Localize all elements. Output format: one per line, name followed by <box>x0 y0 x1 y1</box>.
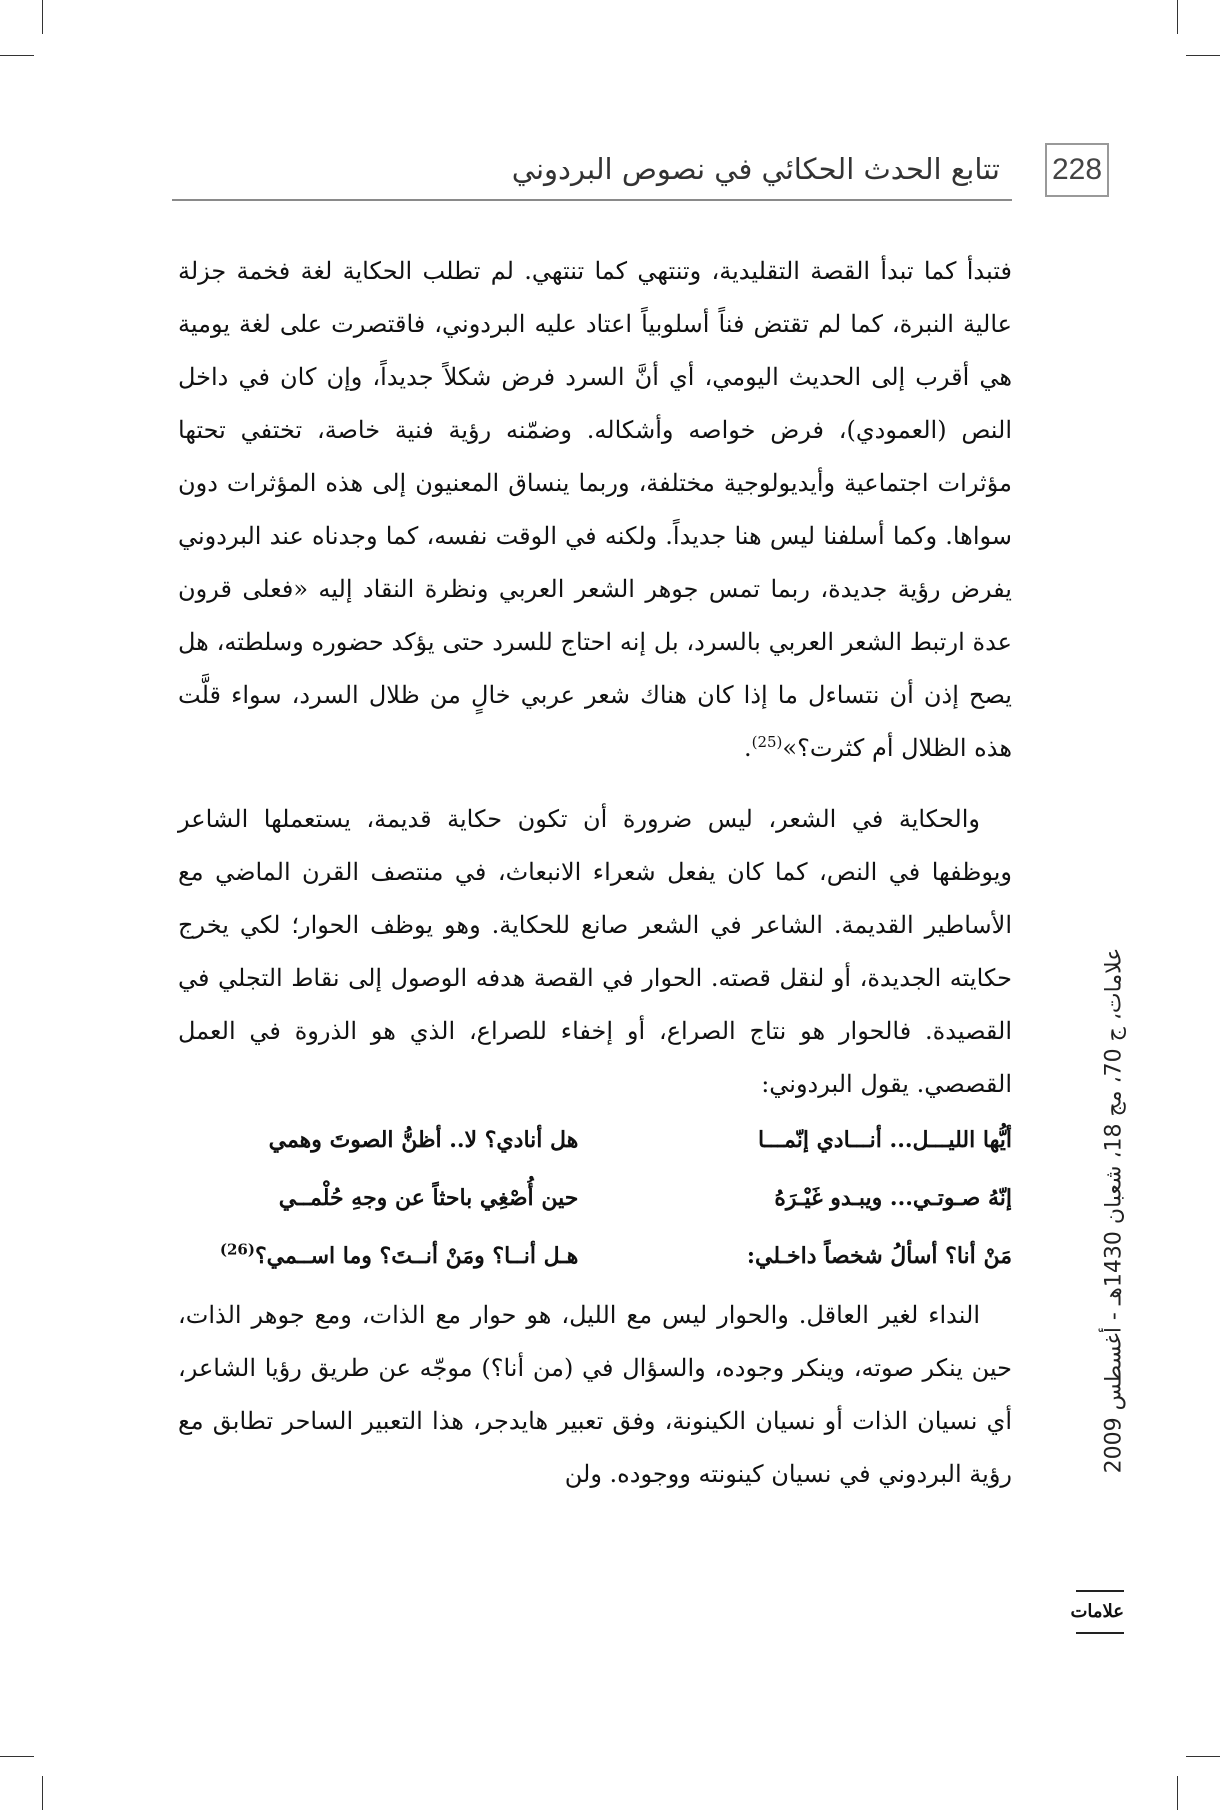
footnote-ref-26: (26) <box>219 1240 255 1259</box>
crop-mark <box>1186 1756 1220 1757</box>
journal-logo: علامات <box>1076 1590 1124 1634</box>
poem <box>178 1111 1012 1285</box>
verse-first-hemistich: إنّهُ صـوتـي... ويبـدو غَيْـرَهُ <box>774 1184 1012 1211</box>
crop-mark <box>0 55 34 56</box>
citation-text: علامات، ج 70، مج 18، شعبان 1430هـ - أغسطس 2009 <box>1101 947 1127 1473</box>
running-title: تتابع الحدث الحكائي في نصوص البردوني <box>511 152 1000 186</box>
article-body <box>178 245 1012 1501</box>
verse-first-hemistich: مَنْ أنا؟ أسألُ شخصاً داخـلي: <box>746 1242 1012 1269</box>
verse-second-hemistich: هل أنادي؟ لا.. أظنُّ الصوتَ وهمي <box>268 1126 579 1153</box>
poem-verse <box>178 1169 1012 1227</box>
footnote-ref-25: (25) <box>751 733 783 751</box>
crop-mark <box>42 0 43 34</box>
page-number: 228 <box>1045 143 1109 197</box>
poem-verse <box>178 1111 1012 1169</box>
crop-mark <box>1177 1776 1178 1810</box>
verse-second-hemistich: حين أُصْغِي باحثاً عن وجهِ حُلْمــي <box>278 1184 579 1211</box>
crop-mark <box>42 1776 43 1810</box>
paragraph-3: النداء لغير العاقل. والحوار ليس مع الليل، هو حوار مع الذات، ومع جوهر الذات، حين ينكر صوته، وينكر وجوده، والسؤال في (من أنا؟) موجّه عن طريق رؤيا الشاعر، أي نسيان الذات أو نسيان الكينونة، وفق تعبير هايدجر، هذا التعبير الساحر تطابق مع رؤية البردوني في نسيان كينونته ووجوده. ولن <box>178 1301 1012 1488</box>
header-rule <box>172 199 1012 201</box>
poem-verse <box>178 1227 1012 1285</box>
crop-mark <box>1186 55 1220 56</box>
paragraph-2: والحكاية في الشعر، ليس ضرورة أن تكون حكاية قديمة، يستعملها الشاعر ويوظفها في النص، كما كان يفعل شعراء الانبعاث، في منتصف القرن الماضي مع الأساطير القديمة. الشاعر في الشعر صانع للحكاية. وهو يوظف الحوار؛ لكي يخرج حكايته الجديدة، أو لنقل قصته. الحوار في القصة هدفه الوصول إلى نقاط التجلي في القصيدة. فالحوار هو نتاج الصراع، أو إخفاء للصراع، الذي هو الذروة في العمل القصصي. يقول البردوني: <box>178 805 1012 1098</box>
paragraph-1: فتبدأ كما تبدأ القصة التقليدية، وتنتهي كما تنتهي. لم تطلب الحكاية لغة فخمة جزلة عالية النبرة، كما لم تقتض فناً أسلوبياً اعتاد عليه البردوني، فاقتصرت على لغة يومية هي أقرب إلى الحديث اليومي، أي أنَّ السرد فرض شكلاً جديداً، وإن كان في داخل النص (العمودي)، فرض خواصه وأشكاله. وضمّنه رؤية فنية خاصة، تختفي تحتها مؤثرات اجتماعية وأيديولوجية مختلفة، وربما ينساق المعنيون إلى هذه المؤثرات دون سواها. وكما أسلفنا ليس هنا جديداً. ولكنه في الوقت نفسه، كما وجدناه عند البردوني يفرض رؤية جديدة، ربما تمس جوهر الشعر العربي ونظرة النقاد إليه «فعلى قرون عدة ارتبط الشعر العربي بالسرد، بل إنه احتاج للسرد حتى يؤكد حضوره وسلطته، هل يصح إذن أن نتساءل ما إذا كان هناك شعر عربي خالٍ من ظلال السرد، سواء قلَّت هذه الظلال أم كثرت؟»$^{(25)}$. <box>178 257 1013 762</box>
verse-first-hemistich: أيُّها الليـــل... أنـــادي إنّمـــا <box>757 1126 1012 1153</box>
verse-second-hemistich: هـل أنــا؟ ومَنْ أنــتَ؟ وما اســمي؟$^{(26)}$ <box>219 1240 579 1269</box>
sidebar-citation <box>1096 900 1132 1520</box>
crop-mark <box>1177 0 1178 34</box>
crop-mark <box>0 1756 34 1757</box>
